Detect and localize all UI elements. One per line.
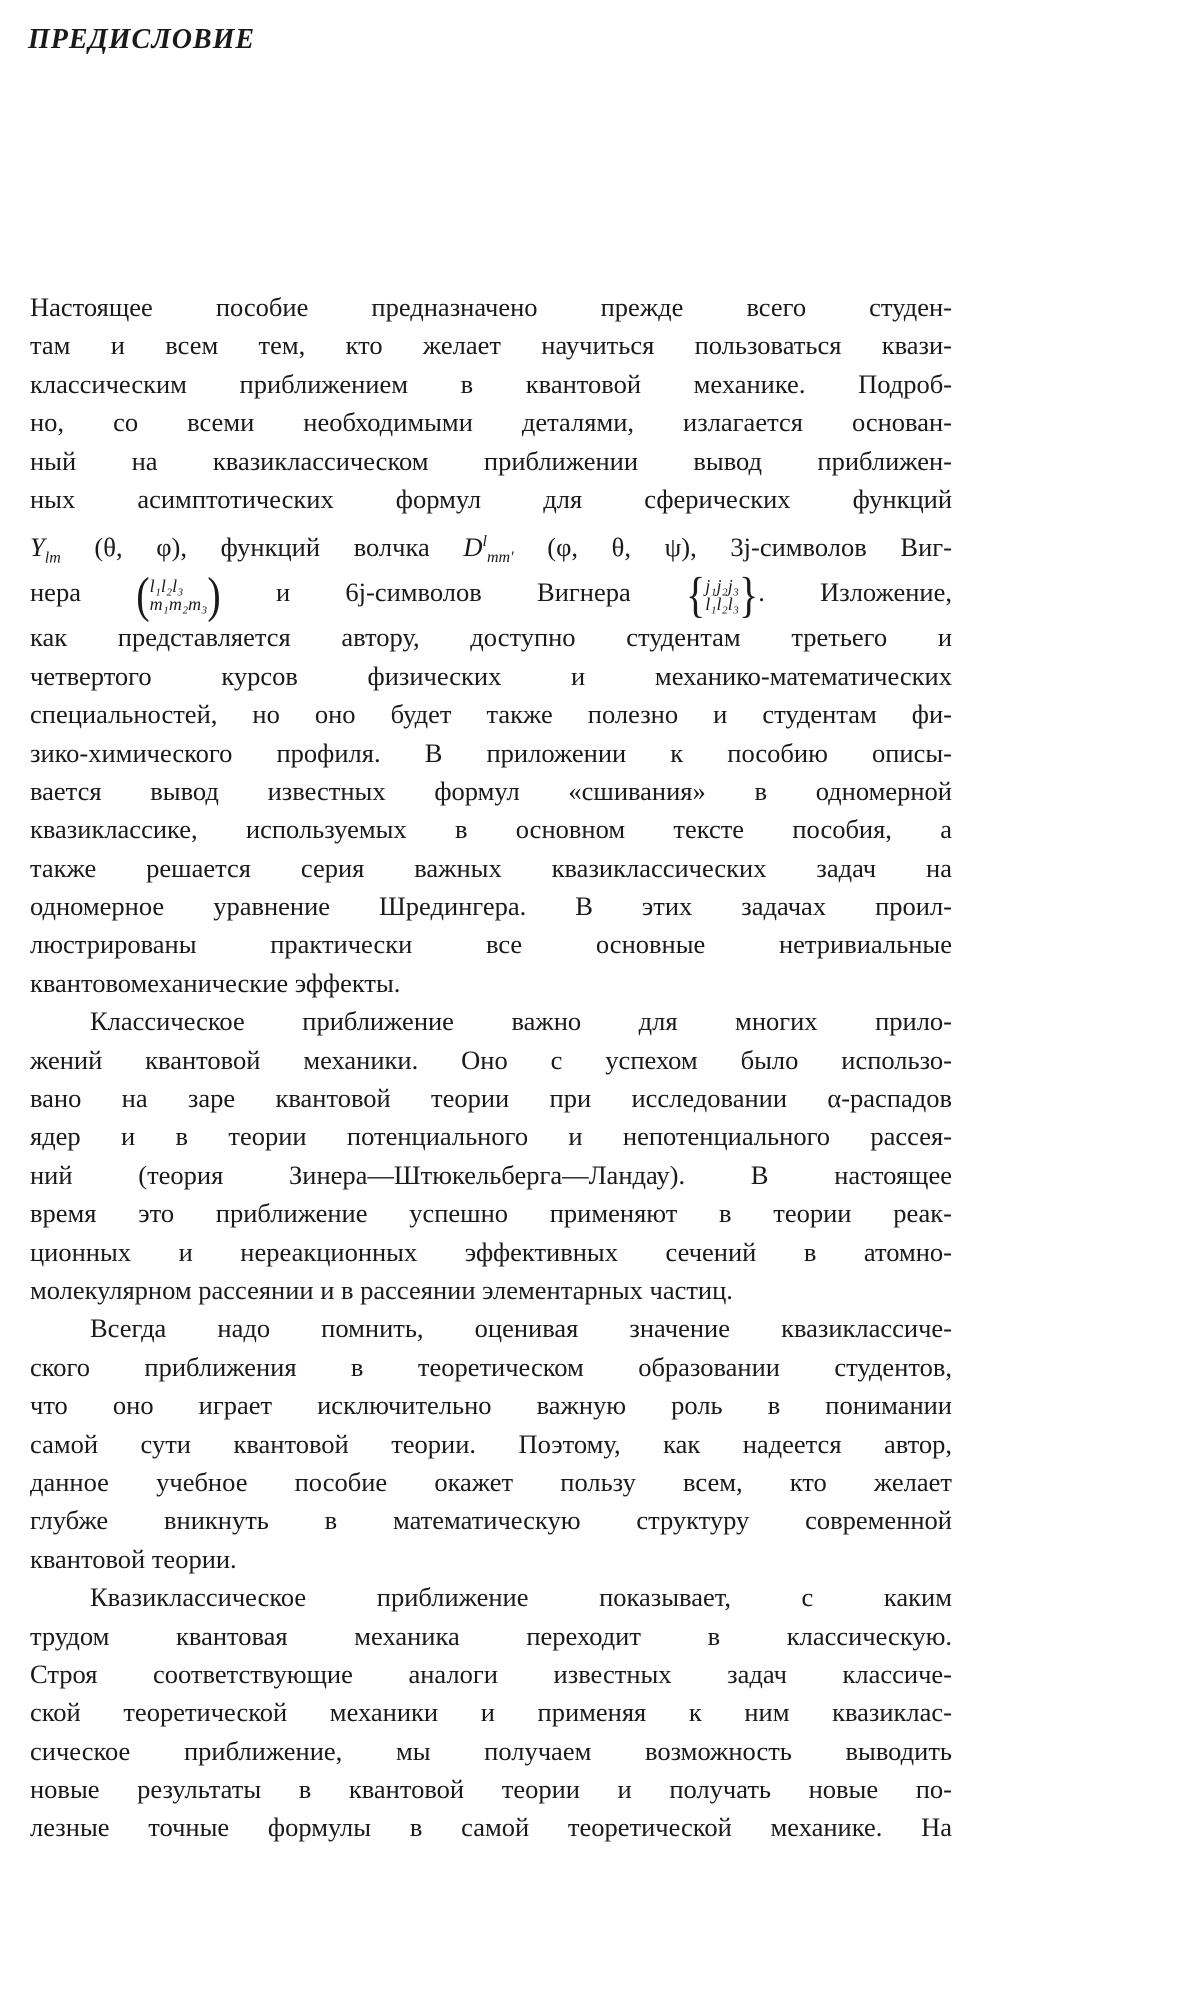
text-line: люстрированы практически все основные нетривиальные: [30, 929, 952, 960]
formula-middle: и 6j-символов Вигнера: [220, 577, 686, 608]
text-line: Настоящее пособие предназначено прежде всего студен-: [30, 292, 952, 322]
ylm-arguments: (θ, φ), функций волчка: [60, 532, 464, 563]
ylm-subscript: lm: [44, 549, 61, 567]
left-paren-3j: (: [136, 566, 150, 623]
text-line: ядер и в теории потенциального и непотенциального рассея-: [30, 1121, 952, 1152]
text-line: ского приближения в теоретическом образовании студентов,: [30, 1351, 952, 1382]
text-line: Квазиклассическое приближение показывает, с каким: [90, 1582, 952, 1613]
text-line: что оно играет исключительно важную роль в понимании: [30, 1390, 952, 1421]
formula-prefix: нера: [30, 577, 137, 608]
wigner-d-arguments: (φ, θ, ψ), 3j-символов Виг-: [513, 532, 952, 563]
text-line: одномерное уравнение Шредингера. В этих задачах проил-: [30, 891, 952, 922]
wigner-d-subscript: mm′: [486, 549, 514, 567]
text-line: там и всем тем, кто желает научиться пользоваться квази-: [30, 330, 952, 361]
three-j-symbol: [150, 577, 208, 613]
text-line: зико-химического профиля. В приложении к пособию описы-: [30, 737, 952, 768]
formula-line-spherical-functions: [30, 518, 952, 566]
text-line: также решается серия важных квазиклассических задач на: [30, 852, 952, 883]
text-line: самой сути квантовой теории. Поэтому, как надеется автор,: [30, 1428, 952, 1459]
text-line: но, со всеми необходимыми деталями, излагается основан-: [30, 407, 952, 438]
text-line: жений квантовой механики. Оно с успехом было использо-: [30, 1044, 952, 1075]
text-line: ных асимптотических формул для сферических функций: [30, 483, 952, 514]
text-line: лезные точные формулы в самой теоретической механике. На: [30, 1812, 952, 1843]
text-line: классическим приближением в квантовой механике. Подроб-: [30, 368, 952, 399]
wigner-d-superscript: l: [482, 533, 487, 551]
text-line: вается вывод известных формул «сшивания» в одномерной: [30, 775, 952, 806]
paragraph-2: [30, 1002, 952, 1309]
text-line: квантовомеханические эффекты.: [30, 967, 401, 998]
ylm-symbol: Y: [30, 532, 45, 563]
text-line: специальностей, но оно будет также полезно и студентам фи-: [30, 699, 952, 730]
text-line: глубже вникнуть в математическую структуру современной: [30, 1505, 952, 1536]
text-line: новые результаты в квантовой теории и получать новые по-: [30, 1774, 952, 1805]
formula-suffix: . Изложение,: [758, 577, 952, 608]
text-line: трудом квантовая механика переходит в классическую.: [30, 1620, 952, 1651]
text-line: время это приближение успешно применяют в теории реак-: [30, 1198, 952, 1229]
left-brace-6j: {: [686, 566, 706, 623]
text-line: квазиклассике, используемых в основном тексте пособия, а: [30, 814, 952, 845]
right-brace-6j: }: [738, 566, 759, 623]
three-j-top-row: l₁l₂l₃: [149, 576, 184, 597]
six-j-bottom-row: l₁l₂l₃: [705, 594, 739, 615]
text-line: ской теоретической механики и применяя к ним квазиклас-: [30, 1697, 952, 1728]
text-line: ний (теория Зинера—Штюкельберга—Ландау). В настоящее: [30, 1159, 952, 1190]
text-line: молекулярном рассеянии и в рассеянии элементарных частиц.: [30, 1274, 733, 1305]
three-j-bottom-row: m₁m₂m₃: [149, 594, 208, 615]
text-line: Классическое приближение важно для многих прило-: [90, 1006, 952, 1037]
text-line: ный на квазиклассическом приближении вывод приближен-: [30, 445, 952, 476]
wigner-d-symbol: $D^l_{mm'}$: [463, 532, 514, 567]
paragraph-1: [30, 288, 952, 1002]
text-line: Всегда надо помнить, оценивая значение квазиклассиче-: [90, 1313, 952, 1344]
text-line: данное учебное пособие окажет пользу всем, кто желает: [30, 1466, 952, 1497]
text-line: сическое приближение, мы получаем возможность выводить: [30, 1735, 952, 1766]
six-j-symbol: [705, 577, 739, 613]
body-text: [30, 288, 952, 1847]
text-line: ционных и нереакционных эффективных сечений в атомно-: [30, 1236, 952, 1267]
paragraph-3: [30, 1309, 952, 1578]
paragraph-4: [30, 1578, 952, 1847]
page-heading: ПРЕДИСЛОВИЕ: [28, 24, 256, 55]
six-j-top-row: j₁j₂j₃: [705, 576, 739, 597]
text-line: четвертого курсов физических и механико-математических: [30, 660, 952, 691]
text-line: вано на заре квантовой теории при исследовании α-распадов: [30, 1083, 952, 1114]
text-line: Строя соответствующие аналоги известных задач классиче-: [30, 1658, 952, 1689]
text-line: как представляется автору, доступно студентам третьего и: [30, 622, 952, 653]
right-paren-3j: ): [207, 566, 221, 623]
text-line: квантовой теории.: [30, 1543, 237, 1574]
